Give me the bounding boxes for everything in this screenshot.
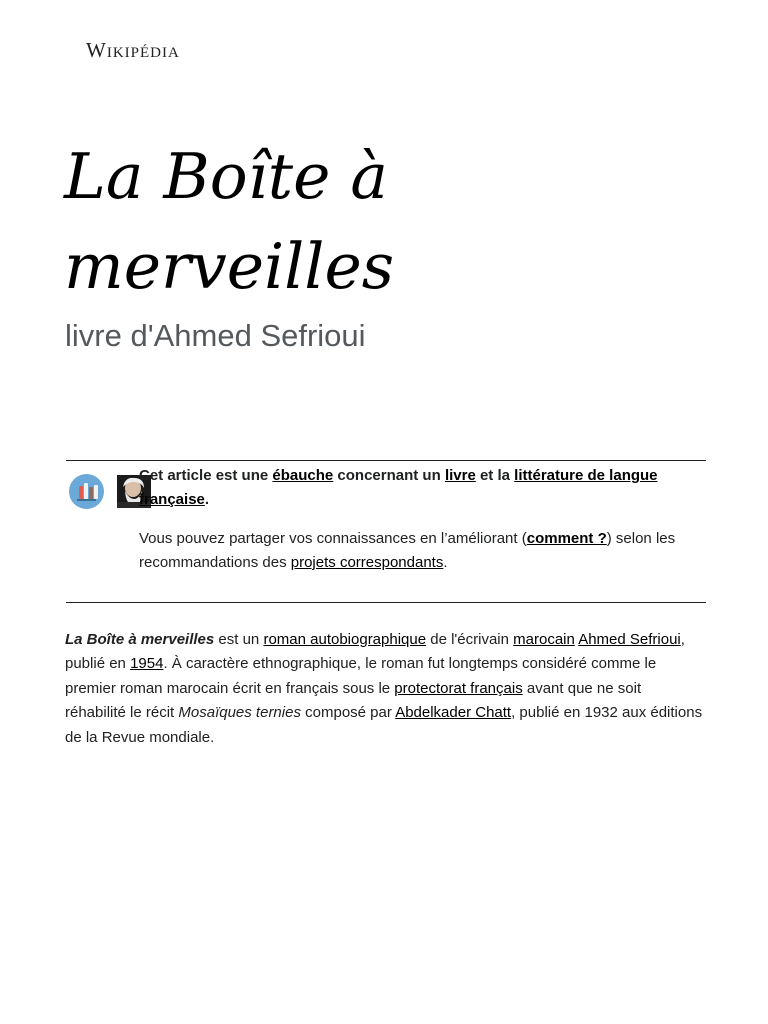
link-ebauche[interactable]: ébauche: [272, 467, 334, 484]
stub-notice-line2: Vous pouvez partager vos connaissances en l’améliorant (comment ?) selon les recommandations des projets correspondants.: [139, 530, 676, 571]
link-abdelkader-chatt[interactable]: Abdelkader Chatt: [395, 704, 512, 722]
intro-paragraph: La Boîte à merveilles est un roman autobiographique de l'écrivain marocain Ahmed Sefrioui, publié en 1954. À caractère ethnographique, le roman fut longtemps considéré comme le premier roman marocain écrit en français sous le protectorat français avant que ne soit réhabilité le récit Mosaïques ternies composé par Abdelkader Chatt, publié en 1932 aux éditions de la Revue mondiale.: [65, 631, 703, 746]
books-icon: [69, 474, 104, 509]
stub-notice: [66, 460, 706, 603]
wikipedia-logo[interactable]: Wikipédia: [86, 38, 180, 62]
intro-bold-title: La Boîte à merveilles: [65, 631, 215, 648]
page-title: La Boîte à merveilles: [64, 140, 395, 303]
link-roman-autobiographique[interactable]: roman autobiographique: [263, 631, 427, 648]
link-1954[interactable]: 1954: [130, 655, 164, 673]
stub-notice-line1: Cet article est une ébauche concernant un livre et la littérature de langue française.: [139, 467, 658, 508]
link-ahmed-sefrioui[interactable]: Ahmed Sefrioui: [578, 631, 681, 648]
stub-notice-text: [139, 464, 679, 575]
link-livre[interactable]: livre: [444, 467, 476, 484]
link-litterature-langue-francaise[interactable]: littérature de langue française: [139, 467, 658, 508]
link-projets-correspondants[interactable]: projets correspondants: [290, 554, 444, 571]
link-comment[interactable]: comment ?: [526, 530, 607, 547]
page-subtitle: livre d'Ahmed Sefrioui: [65, 318, 366, 353]
intro-italic-title: Mosaïques ternies: [178, 704, 301, 722]
link-protectorat-francais[interactable]: protectorat français: [394, 679, 523, 697]
link-marocain[interactable]: marocain: [513, 631, 575, 648]
